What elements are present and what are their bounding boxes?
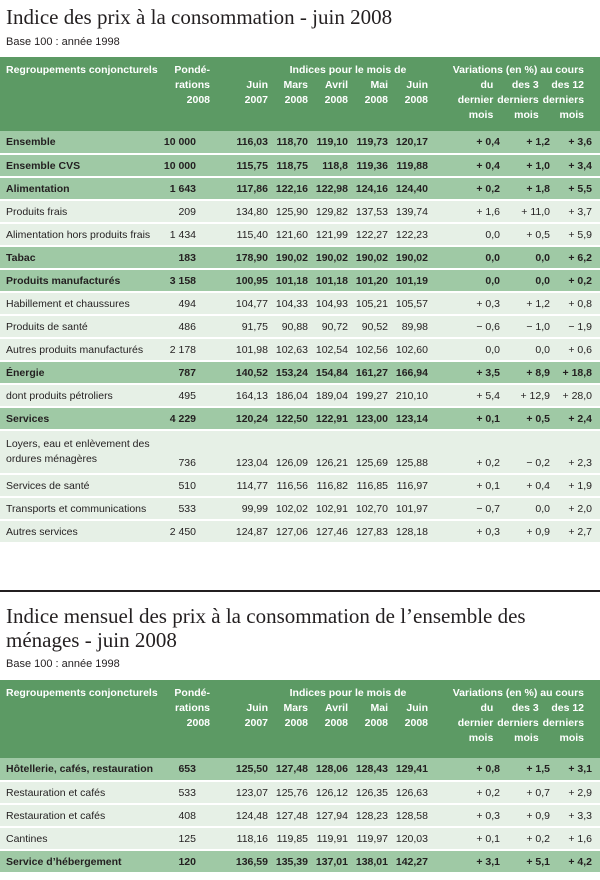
header-juin2008: Juin 2008 [404,702,428,729]
cell-value: + 0,2 [428,430,500,474]
cell-value: 142,27 [388,850,428,873]
cell-value: 124,40 [388,177,428,200]
cell-value: + 5,1 [500,850,550,873]
header-mars: Mars 2008 [283,79,308,106]
cell-value: − 0,6 [428,315,500,338]
cell-value: 101,18 [268,269,308,292]
cell-value: 0,0 [500,269,550,292]
cell-value: 0,0 [428,338,500,361]
cell-value: + 2,9 [550,781,600,804]
table2-title: Indice mensuel des prix à la consommation de l’ensemble des ménages - juin 2008 [6,604,526,652]
row-label: Produits frais [0,200,160,223]
cell-value: 137,53 [348,200,388,223]
cell-value: 128,23 [348,804,388,827]
cell-value: 153,24 [268,361,308,384]
cell-value: 127,94 [308,804,348,827]
row-label: Produits de santé [0,315,160,338]
row-label: Alimentation [0,177,160,200]
cell-value: + 2,0 [550,497,600,520]
cell-value: 89,98 [388,315,428,338]
cell-value: 189,04 [308,384,348,407]
cell-value: 102,70 [348,497,388,520]
header-variations [428,57,600,131]
cell-value: 486 [160,315,210,338]
table-row [0,827,600,850]
header-v3: des 3 derniers mois [497,702,539,744]
cell-value: + 5,9 [550,223,600,246]
cell-value: 164,13 [210,384,268,407]
cell-value: 105,57 [388,292,428,315]
cell-value: 123,14 [388,407,428,430]
cell-value: 104,77 [210,292,268,315]
cell-value: 0,0 [428,246,500,269]
cell-value: 0,0 [500,246,550,269]
table-row [0,223,600,246]
table-row [0,850,600,873]
table1-header-row [0,57,600,131]
table-row [0,338,600,361]
cell-value: 126,12 [308,781,348,804]
cell-value: 120,03 [388,827,428,850]
cell-value: + 0,3 [428,292,500,315]
row-label: Ensemble [0,131,160,154]
cell-value: + 0,9 [500,520,550,543]
cell-value: + 0,2 [500,827,550,850]
cell-value: 122,27 [348,223,388,246]
row-label: Énergie [0,361,160,384]
cell-value: 126,35 [348,781,388,804]
cell-value: 166,94 [388,361,428,384]
cell-value: + 1,8 [500,177,550,200]
cell-value: 0,0 [428,269,500,292]
cell-value: 161,27 [348,361,388,384]
table-row [0,430,600,474]
cell-value: + 0,2 [428,781,500,804]
cell-value: 653 [160,758,210,781]
cell-value: 122,23 [388,223,428,246]
cell-value: + 3,6 [550,131,600,154]
cell-value: 190,02 [268,246,308,269]
cell-value: 119,85 [268,827,308,850]
cell-value: 118,16 [210,827,268,850]
cell-value: + 1,0 [500,154,550,177]
cell-value: 494 [160,292,210,315]
cell-value: 115,75 [210,154,268,177]
cell-value: + 0,1 [428,407,500,430]
cell-value: 190,02 [348,246,388,269]
cell-value: 787 [160,361,210,384]
cell-value: 183 [160,246,210,269]
table-row [0,497,600,520]
table-row [0,200,600,223]
header-v1: du dernier mois [457,702,494,744]
cell-value: 104,93 [308,292,348,315]
cell-value: + 0,3 [428,520,500,543]
cell-value: + 5,4 [428,384,500,407]
cell-value: 117,86 [210,177,268,200]
table-row [0,804,600,827]
cell-value: 210,10 [388,384,428,407]
cell-value: 209 [160,200,210,223]
cell-value: 127,83 [348,520,388,543]
table-row [0,315,600,338]
header-v12: des 12 derniers mois [542,702,585,744]
table1 [0,57,600,544]
cell-value: + 0,7 [500,781,550,804]
header-v12: des 12 derniers mois [542,79,585,121]
cell-value: + 0,2 [428,177,500,200]
cell-value: 127,48 [268,758,308,781]
cell-value: + 0,8 [428,758,500,781]
cell-value: 190,02 [388,246,428,269]
cell-value: 116,85 [348,474,388,497]
cell-value: 10 000 [160,131,210,154]
cell-value: 1 434 [160,223,210,246]
header-group: Regroupements conjoncturels [6,64,158,76]
cell-value: 736 [160,430,210,474]
cell-value: 4 229 [160,407,210,430]
header-mars: Mars 2008 [283,702,308,729]
cell-value: 128,18 [388,520,428,543]
header-v3: des 3 derniers mois [497,79,539,121]
cell-value: 135,39 [268,850,308,873]
row-label: Tabac [0,246,160,269]
cell-value: + 3,1 [550,758,600,781]
cell-value: 134,80 [210,200,268,223]
cell-value: + 5,5 [550,177,600,200]
table2 [0,680,600,874]
header-variations-label: Variations (en %) au cours [452,64,585,76]
header-avril: Avril 2008 [324,702,348,729]
cell-value: + 0,2 [550,269,600,292]
cell-value: 101,20 [348,269,388,292]
table-row [0,474,600,497]
cell-value: + 2,7 [550,520,600,543]
header-indices [268,680,428,758]
cell-value: 2 450 [160,520,210,543]
cell-value: 102,63 [268,338,308,361]
cell-value: 120,17 [388,131,428,154]
cell-value: 104,33 [268,292,308,315]
table-row [0,361,600,384]
row-label: Autres produits manufacturés [0,338,160,361]
cell-value: 101,98 [210,338,268,361]
cell-value: + 8,9 [500,361,550,384]
header-v1: du dernier mois [457,79,494,121]
cell-value: 102,02 [268,497,308,520]
cell-value: 119,91 [308,827,348,850]
cell-value: + 1,6 [428,200,500,223]
cell-value: 105,21 [348,292,388,315]
cell-value: 119,73 [348,131,388,154]
cell-value: 114,77 [210,474,268,497]
cell-value: 178,90 [210,246,268,269]
cell-value: − 0,7 [428,497,500,520]
header-variations-label: Variations (en %) au cours [452,687,585,699]
row-label: Services de santé [0,474,160,497]
cell-value: 136,59 [210,850,268,873]
cell-value: + 1,2 [500,131,550,154]
cell-value: + 0,4 [428,154,500,177]
cell-value: 3 158 [160,269,210,292]
cell-value: 101,18 [308,269,348,292]
cell-value: 126,63 [388,781,428,804]
cell-value: 0,0 [500,338,550,361]
cell-value: 2 178 [160,338,210,361]
cell-value: 116,97 [388,474,428,497]
cell-value: 154,84 [308,361,348,384]
table2-base-note: Base 100 : année 1998 [6,658,120,670]
cell-value: 102,54 [308,338,348,361]
table1-title: Indice des prix à la consommation - juin 2008 [6,5,393,29]
cell-value: 118,75 [268,154,308,177]
cell-value: + 2,4 [550,407,600,430]
cell-value: − 1,0 [500,315,550,338]
cell-value: + 3,7 [550,200,600,223]
cell-value: 101,97 [388,497,428,520]
cell-value: 90,72 [308,315,348,338]
cell-value: + 4,2 [550,850,600,873]
table-row [0,407,600,430]
header-indices-label: Indices pour le mois de [289,687,407,699]
header-juin2007: Juin 2007 [244,702,268,729]
table-row [0,246,600,269]
cell-value: 125,88 [388,430,428,474]
cell-value: + 0,3 [428,804,500,827]
cell-value: + 18,8 [550,361,600,384]
cell-value: 118,8 [308,154,348,177]
cell-value: 127,06 [268,520,308,543]
cell-value: 100,95 [210,269,268,292]
cell-value: + 28,0 [550,384,600,407]
header-ponderations: Pondé- rations 2008 [174,687,210,729]
row-label: Habillement et chaussures [0,292,160,315]
cell-value: 99,99 [210,497,268,520]
cell-value: 123,00 [348,407,388,430]
header-mai: Mai 2008 [364,702,388,729]
cell-value: 129,82 [308,200,348,223]
cell-value: + 12,9 [500,384,550,407]
cell-value: + 3,4 [550,154,600,177]
table-row [0,269,600,292]
header-variations [428,680,600,758]
cell-value: 533 [160,497,210,520]
cell-value: 128,58 [388,804,428,827]
header-mai: Mai 2008 [364,79,388,106]
table-row [0,384,600,407]
cell-value: 129,41 [388,758,428,781]
table2-header-row [0,680,600,758]
cell-value: + 0,8 [550,292,600,315]
cell-value: 128,43 [348,758,388,781]
cell-value: − 1,9 [550,315,600,338]
table-row [0,292,600,315]
cell-value: 115,40 [210,223,268,246]
cell-value: 120,24 [210,407,268,430]
cell-value: 125 [160,827,210,850]
table-row [0,154,600,177]
cell-value: 122,16 [268,177,308,200]
cell-value: 119,36 [348,154,388,177]
cell-value: 140,52 [210,361,268,384]
header-juin2008: Juin 2008 [404,79,428,106]
cell-value: 125,90 [268,200,308,223]
cell-value: 533 [160,781,210,804]
cell-value: 121,99 [308,223,348,246]
cell-value: 123,07 [210,781,268,804]
cell-value: 127,48 [268,804,308,827]
cell-value: + 11,0 [500,200,550,223]
cell-value: 122,50 [268,407,308,430]
cell-value: 125,69 [348,430,388,474]
cell-value: 116,56 [268,474,308,497]
cell-value: 199,27 [348,384,388,407]
cell-value: 125,76 [268,781,308,804]
header-ponderations: Pondé- rations 2008 [174,64,210,106]
cell-value: 124,87 [210,520,268,543]
table-row [0,131,600,154]
cell-value: 123,04 [210,430,268,474]
cell-value: 120 [160,850,210,873]
cell-value: + 2,3 [550,430,600,474]
cell-value: 510 [160,474,210,497]
cell-value: 126,09 [268,430,308,474]
cell-value: 91,75 [210,315,268,338]
row-label: Produits manufacturés [0,269,160,292]
cell-value: 128,06 [308,758,348,781]
table-row [0,177,600,200]
cell-value: + 0,9 [500,804,550,827]
cell-value: 139,74 [388,200,428,223]
table1-base-note: Base 100 : année 1998 [6,36,120,48]
cell-value: + 3,5 [428,361,500,384]
cell-value: + 1,5 [500,758,550,781]
cell-value: + 3,1 [428,850,500,873]
cell-value: + 1,6 [550,827,600,850]
row-label: Restauration et cafés [0,804,160,827]
cell-value: 186,04 [268,384,308,407]
row-label: Autres services [0,520,160,543]
cell-value: 119,97 [348,827,388,850]
row-label: Restauration et cafés [0,781,160,804]
cell-value: + 0,5 [500,407,550,430]
cell-value: 408 [160,804,210,827]
section-divider [0,590,600,592]
row-label: Loyers, eau et enlèvement des ordures ménagères [0,430,160,474]
cell-value: 90,52 [348,315,388,338]
header-indices-label: Indices pour le mois de [289,64,407,76]
cell-value: + 0,4 [500,474,550,497]
cell-value: + 0,1 [428,474,500,497]
row-label: Hôtellerie, cafés, restauration [0,758,160,781]
cell-value: 0,0 [428,223,500,246]
cell-value: + 0,1 [428,827,500,850]
cell-value: + 0,6 [550,338,600,361]
cell-value: 127,46 [308,520,348,543]
cell-value: 0,0 [500,497,550,520]
row-label: Service d’hébergement [0,850,160,873]
cell-value: 102,56 [348,338,388,361]
cell-value: + 0,5 [500,223,550,246]
header-avril: Avril 2008 [324,79,348,106]
cell-value: 190,02 [308,246,348,269]
cell-value: 118,70 [268,131,308,154]
cell-value: 126,21 [308,430,348,474]
table-row [0,520,600,543]
cell-value: + 6,2 [550,246,600,269]
row-label: Services [0,407,160,430]
cell-value: + 1,2 [500,292,550,315]
header-juin2007: Juin 2007 [244,79,268,106]
cell-value: 90,88 [268,315,308,338]
header-indices [268,57,428,131]
cell-value: 124,48 [210,804,268,827]
row-label: Alimentation hors produits frais [0,223,160,246]
row-label: Transports et communications [0,497,160,520]
cell-value: 122,98 [308,177,348,200]
cell-value: − 0,2 [500,430,550,474]
cell-value: 495 [160,384,210,407]
cell-value: 138,01 [348,850,388,873]
cell-value: 1 643 [160,177,210,200]
cell-value: 102,60 [388,338,428,361]
row-label: dont produits pétroliers [0,384,160,407]
cell-value: 125,50 [210,758,268,781]
cell-value: 124,16 [348,177,388,200]
cell-value: 122,91 [308,407,348,430]
table-row [0,781,600,804]
cell-value: + 0,4 [428,131,500,154]
cell-value: 10 000 [160,154,210,177]
header-group: Regroupements conjoncturels [6,687,158,699]
row-label: Cantines [0,827,160,850]
cell-value: 101,19 [388,269,428,292]
cell-value: + 1,9 [550,474,600,497]
cell-value: 119,88 [388,154,428,177]
cell-value: 137,01 [308,850,348,873]
cell-value: 116,03 [210,131,268,154]
cell-value: 119,10 [308,131,348,154]
cell-value: 116,82 [308,474,348,497]
cell-value: 121,60 [268,223,308,246]
table-row [0,758,600,781]
row-label: Ensemble CVS [0,154,160,177]
cell-value: 102,91 [308,497,348,520]
cell-value: + 3,3 [550,804,600,827]
